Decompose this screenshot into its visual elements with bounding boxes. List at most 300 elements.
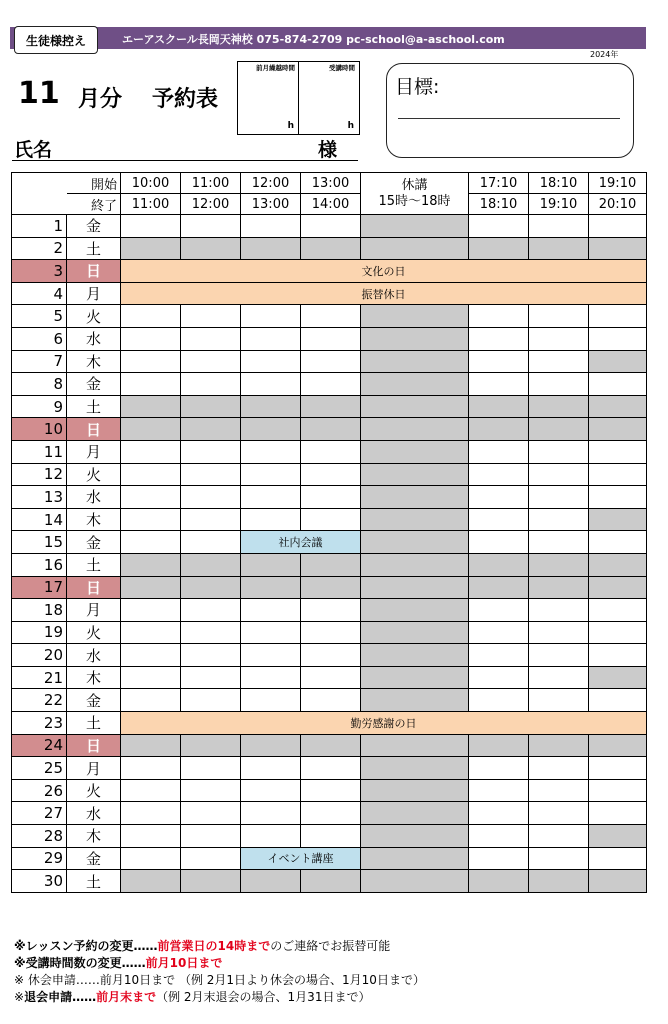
reservation-slot[interactable]	[469, 599, 529, 622]
closed-slot	[361, 305, 469, 328]
carryover-hours-cell[interactable]	[238, 62, 299, 134]
note-text: 前営業日の14時まで	[157, 939, 271, 953]
reservation-slot[interactable]	[469, 531, 529, 554]
reservation-slot[interactable]	[301, 463, 361, 486]
reservation-slot[interactable]	[529, 508, 589, 531]
closed-slot	[361, 734, 469, 757]
reservation-slot[interactable]	[469, 825, 529, 848]
closed-slot	[469, 418, 529, 441]
reservation-slot[interactable]	[589, 305, 647, 328]
day-of-week: 火	[67, 621, 121, 644]
day-number: 4	[12, 282, 67, 305]
day-row	[12, 553, 647, 576]
name-label: 氏名	[14, 139, 53, 161]
day-row	[12, 576, 647, 599]
day-row	[12, 599, 647, 622]
reservation-slot[interactable]	[589, 779, 647, 802]
closed-slot	[301, 418, 361, 441]
closed-slot	[589, 350, 647, 373]
reservation-slot[interactable]	[469, 305, 529, 328]
day-row	[12, 802, 647, 825]
day-row	[12, 350, 647, 373]
month-unit: 月分	[78, 87, 123, 112]
reservation-slot[interactable]	[301, 440, 361, 463]
reservation-slot[interactable]	[301, 215, 361, 238]
day-row	[12, 825, 647, 848]
closed-slot	[529, 395, 589, 418]
day-number: 25	[12, 757, 67, 780]
reservation-slot[interactable]	[181, 463, 241, 486]
closed-slot	[589, 237, 647, 260]
day-number: 6	[12, 327, 67, 350]
day-of-week: 日	[67, 260, 121, 283]
reservation-slot[interactable]	[181, 350, 241, 373]
reservation-slot[interactable]	[301, 373, 361, 396]
reservation-slot[interactable]	[529, 847, 589, 870]
reservation-slot[interactable]	[121, 644, 181, 667]
reservation-slot[interactable]	[589, 531, 647, 554]
closed-slot	[301, 734, 361, 757]
closed-slot	[469, 870, 529, 893]
notes	[14, 938, 425, 1006]
holiday-event: 文化の日	[121, 260, 647, 283]
slot-start-time: 10:00	[121, 173, 181, 194]
day-number: 22	[12, 689, 67, 712]
reservation-slot[interactable]	[121, 847, 181, 870]
closed-slot	[241, 734, 301, 757]
day-number: 13	[12, 486, 67, 509]
slot-end-time: 14:00	[301, 194, 361, 215]
day-row	[12, 689, 647, 712]
reservation-slot[interactable]	[121, 666, 181, 689]
year-label: 2024年	[590, 50, 619, 59]
reservation-slot[interactable]	[301, 621, 361, 644]
closed-slot	[589, 870, 647, 893]
closed-slot	[589, 576, 647, 599]
day-number: 5	[12, 305, 67, 328]
day-of-week: 火	[67, 779, 121, 802]
note-text: （例 2月末退会の場合、1月31日まで）	[156, 990, 371, 1004]
hours-box	[237, 61, 360, 135]
reservation-slot[interactable]	[181, 847, 241, 870]
day-row	[12, 531, 647, 554]
day-of-week: 金	[67, 689, 121, 712]
day-row	[12, 757, 647, 780]
reservation-slot[interactable]	[301, 327, 361, 350]
reservation-slot[interactable]	[469, 440, 529, 463]
reservation-slot[interactable]	[241, 215, 301, 238]
reservation-slot[interactable]	[469, 486, 529, 509]
reservation-slot[interactable]	[301, 350, 361, 373]
reservation-slot[interactable]	[529, 621, 589, 644]
school-contact: エーアスクール長岡天神校 075-874-2709 pc-school@a-aschool.com	[122, 33, 505, 46]
day-number: 30	[12, 870, 67, 893]
reservation-slot[interactable]	[241, 486, 301, 509]
closed-slot	[361, 327, 469, 350]
reservation-slot[interactable]	[121, 599, 181, 622]
day-number: 10	[12, 418, 67, 441]
closed-slot	[181, 395, 241, 418]
day-of-week: 金	[67, 531, 121, 554]
day-of-week: 水	[67, 644, 121, 667]
closed-slot	[241, 576, 301, 599]
day-row	[12, 734, 647, 757]
closed-slot	[181, 553, 241, 576]
carryover-hours-label: 前月繰越時間	[256, 64, 295, 72]
reservation-slot[interactable]	[469, 621, 529, 644]
reservation-slot[interactable]	[241, 802, 301, 825]
reservation-slot[interactable]	[529, 350, 589, 373]
closed-slot	[361, 531, 469, 554]
reservation-slot[interactable]	[181, 486, 241, 509]
closed-slot	[361, 463, 469, 486]
day-number: 21	[12, 666, 67, 689]
reservation-slot[interactable]	[589, 463, 647, 486]
holiday-event: 振替休日	[121, 282, 647, 305]
taken-hours-label: 受講時間	[329, 64, 355, 72]
slot-end-time: 13:00	[241, 194, 301, 215]
reservation-slot[interactable]	[529, 531, 589, 554]
day-row	[12, 644, 647, 667]
reservation-slot[interactable]	[241, 621, 301, 644]
day-row	[12, 215, 647, 238]
reservation-slot[interactable]	[181, 327, 241, 350]
closed-slot	[361, 215, 469, 238]
day-of-week: 金	[67, 847, 121, 870]
reservation-slot[interactable]	[301, 508, 361, 531]
reservation-slot[interactable]	[121, 621, 181, 644]
day-of-week: 土	[67, 395, 121, 418]
closed-slot	[361, 802, 469, 825]
closed-slot	[589, 508, 647, 531]
sheet-title: 予約表	[152, 87, 219, 112]
reservation-slot[interactable]	[181, 508, 241, 531]
reservation-slot[interactable]	[181, 373, 241, 396]
reservation-slot[interactable]	[241, 757, 301, 780]
reservation-slot[interactable]	[181, 689, 241, 712]
day-of-week: 土	[67, 712, 121, 735]
closed-slot-header	[361, 173, 469, 215]
closed-slot	[361, 418, 469, 441]
day-row	[12, 847, 647, 870]
reservation-slot[interactable]	[121, 486, 181, 509]
reservation-slot[interactable]	[529, 599, 589, 622]
reservation-slot[interactable]	[529, 666, 589, 689]
reservation-slot[interactable]	[469, 463, 529, 486]
reservation-slot[interactable]	[241, 373, 301, 396]
closed-slot	[241, 553, 301, 576]
day-of-week: 水	[67, 327, 121, 350]
start-label: 開始	[67, 173, 121, 194]
closed-slot	[589, 734, 647, 757]
day-of-week: 木	[67, 350, 121, 373]
reservation-slot[interactable]	[529, 644, 589, 667]
closed-slot	[361, 350, 469, 373]
reservation-slot[interactable]	[469, 508, 529, 531]
reservation-slot[interactable]	[181, 531, 241, 554]
reservation-slot[interactable]	[181, 440, 241, 463]
closed-slot	[121, 237, 181, 260]
reservation-slot[interactable]	[181, 644, 241, 667]
reservation-slot[interactable]	[529, 802, 589, 825]
reservation-slot[interactable]	[529, 215, 589, 238]
day-of-week: 日	[67, 418, 121, 441]
reservation-slot[interactable]	[301, 599, 361, 622]
reservation-slot[interactable]	[241, 779, 301, 802]
reservation-slot[interactable]	[181, 757, 241, 780]
reservation-slot[interactable]	[589, 440, 647, 463]
reservation-slot[interactable]	[529, 689, 589, 712]
closed-slot	[361, 237, 469, 260]
copy-label: 生徒様控え	[14, 26, 98, 54]
reservation-slot[interactable]	[301, 802, 361, 825]
slot-start-time: 17:10	[469, 173, 529, 194]
reservation-slot[interactable]	[121, 689, 181, 712]
reservation-slot[interactable]	[241, 689, 301, 712]
reservation-slot[interactable]	[181, 305, 241, 328]
reservation-slot[interactable]	[121, 440, 181, 463]
reservation-slot[interactable]	[121, 779, 181, 802]
day-of-week: 土	[67, 870, 121, 893]
reservation-slot[interactable]	[241, 599, 301, 622]
day-number: 18	[12, 599, 67, 622]
reservation-slot[interactable]	[589, 599, 647, 622]
note-text: ※受講時間数の変更……	[14, 956, 146, 970]
reservation-slot[interactable]	[469, 689, 529, 712]
closed-label: 休講	[401, 177, 428, 193]
reservation-slot[interactable]	[529, 486, 589, 509]
slot-start-time: 18:10	[529, 173, 589, 194]
goal-line	[398, 118, 620, 119]
day-of-week: 金	[67, 373, 121, 396]
note-text: 前月末まで	[96, 990, 157, 1004]
closed-slot	[301, 870, 361, 893]
day-row	[12, 373, 647, 396]
reservation-slot[interactable]	[589, 757, 647, 780]
closed-slot	[301, 237, 361, 260]
reservation-slot[interactable]	[529, 327, 589, 350]
day-row	[12, 712, 647, 735]
closed-slot	[121, 418, 181, 441]
note-line	[14, 938, 425, 955]
slot-start-time: 11:00	[181, 173, 241, 194]
closed-slot	[361, 779, 469, 802]
day-number: 24	[12, 734, 67, 757]
reservation-slot[interactable]	[529, 463, 589, 486]
closed-slot	[241, 418, 301, 441]
reservation-slot[interactable]	[121, 531, 181, 554]
reservation-slot[interactable]	[121, 305, 181, 328]
reservation-slot[interactable]	[181, 779, 241, 802]
day-number: 20	[12, 644, 67, 667]
reservation-slot[interactable]	[241, 666, 301, 689]
closed-slot	[361, 870, 469, 893]
reservation-slot[interactable]	[121, 825, 181, 848]
closed-slot	[469, 576, 529, 599]
closed-slot	[529, 870, 589, 893]
day-of-week: 木	[67, 666, 121, 689]
closed-slot	[529, 553, 589, 576]
reservation-slot[interactable]	[529, 305, 589, 328]
day-number: 7	[12, 350, 67, 373]
reservation-slot[interactable]	[121, 463, 181, 486]
reservation-slot[interactable]	[469, 779, 529, 802]
day-number: 28	[12, 825, 67, 848]
reservation-slot[interactable]	[469, 327, 529, 350]
reservation-slot[interactable]	[529, 373, 589, 396]
day-row	[12, 260, 647, 283]
name-line[interactable]	[12, 160, 358, 161]
reservation-slot[interactable]	[241, 508, 301, 531]
closed-slot	[361, 395, 469, 418]
reservation-slot[interactable]	[301, 666, 361, 689]
closed-slot	[181, 734, 241, 757]
hours-unit: h	[287, 121, 294, 131]
day-number: 26	[12, 779, 67, 802]
closed-slot	[241, 395, 301, 418]
closed-slot	[589, 395, 647, 418]
reservation-slot[interactable]	[469, 666, 529, 689]
closed-slot	[181, 237, 241, 260]
closed-slot	[361, 825, 469, 848]
reservation-slot[interactable]	[469, 215, 529, 238]
day-of-week: 木	[67, 825, 121, 848]
day-of-week: 月	[67, 757, 121, 780]
day-of-week: 水	[67, 802, 121, 825]
reservation-slot[interactable]	[181, 802, 241, 825]
reservation-slot[interactable]	[241, 305, 301, 328]
reservation-slot[interactable]	[181, 666, 241, 689]
day-row	[12, 486, 647, 509]
reservation-slot[interactable]	[121, 757, 181, 780]
reservation-slot[interactable]	[469, 847, 529, 870]
closed-slot	[361, 486, 469, 509]
reservation-slot[interactable]	[121, 327, 181, 350]
closed-slot	[121, 553, 181, 576]
reservation-slot[interactable]	[469, 802, 529, 825]
reservation-slot[interactable]	[241, 327, 301, 350]
reservation-slot[interactable]	[589, 373, 647, 396]
day-of-week: 月	[67, 599, 121, 622]
reservation-slot[interactable]	[301, 305, 361, 328]
reservation-slot[interactable]	[529, 757, 589, 780]
day-of-week: 月	[67, 440, 121, 463]
end-label: 終了	[67, 194, 121, 215]
slot-end-time: 11:00	[121, 194, 181, 215]
reservation-slot[interactable]	[529, 440, 589, 463]
reservation-slot[interactable]	[121, 802, 181, 825]
note-text: 前月10日まで	[145, 956, 223, 970]
reservation-slot[interactable]	[121, 350, 181, 373]
reservation-slot[interactable]	[469, 373, 529, 396]
day-number: 12	[12, 463, 67, 486]
reservation-slot[interactable]	[469, 644, 529, 667]
reservation-slot[interactable]	[589, 802, 647, 825]
reservation-slot[interactable]	[589, 621, 647, 644]
reservation-slot[interactable]	[301, 644, 361, 667]
reservation-slot[interactable]	[529, 779, 589, 802]
day-number: 15	[12, 531, 67, 554]
closed-slot	[361, 666, 469, 689]
day-number: 29	[12, 847, 67, 870]
reservation-slot[interactable]	[301, 825, 361, 848]
closed-slot	[361, 599, 469, 622]
reservation-slot[interactable]	[241, 644, 301, 667]
closed-slot	[181, 576, 241, 599]
closed-slot	[241, 237, 301, 260]
day-row	[12, 779, 647, 802]
slot-end-time: 19:10	[529, 194, 589, 215]
closed-slot	[361, 576, 469, 599]
holiday-event: 勤労感謝の日	[121, 712, 647, 735]
reservation-slot[interactable]	[469, 350, 529, 373]
closed-slot	[589, 418, 647, 441]
reservation-slot[interactable]	[301, 779, 361, 802]
day-of-week: 木	[67, 508, 121, 531]
closed-slot	[361, 508, 469, 531]
reservation-slot[interactable]	[589, 689, 647, 712]
closed-slot	[469, 734, 529, 757]
reservation-slot[interactable]	[301, 757, 361, 780]
day-number: 14	[12, 508, 67, 531]
reservation-slot[interactable]	[241, 825, 301, 848]
reservation-slot[interactable]	[241, 440, 301, 463]
day-of-week: 土	[67, 553, 121, 576]
reservation-slot[interactable]	[241, 350, 301, 373]
closed-slot	[589, 666, 647, 689]
closed-slot	[469, 237, 529, 260]
day-of-week: 日	[67, 734, 121, 757]
reservation-slot[interactable]	[301, 486, 361, 509]
reservation-slot[interactable]	[241, 463, 301, 486]
note-line	[14, 972, 425, 989]
event-cell: 社内会議	[241, 531, 361, 554]
closed-slot	[121, 576, 181, 599]
closed-slot	[361, 689, 469, 712]
reservation-slot[interactable]	[589, 215, 647, 238]
reservation-slot[interactable]	[181, 825, 241, 848]
closed-slot	[181, 870, 241, 893]
reservation-slot[interactable]	[301, 689, 361, 712]
slot-start-time: 13:00	[301, 173, 361, 194]
closed-slot	[469, 395, 529, 418]
reservation-slot[interactable]	[589, 486, 647, 509]
day-row	[12, 327, 647, 350]
reservation-slot[interactable]	[181, 215, 241, 238]
reservation-slot[interactable]	[121, 508, 181, 531]
day-row	[12, 282, 647, 305]
day-of-week: 日	[67, 576, 121, 599]
closed-slot	[361, 757, 469, 780]
reservation-slot[interactable]	[181, 599, 241, 622]
honorific: 様	[318, 139, 338, 161]
reservation-slot[interactable]	[529, 825, 589, 848]
day-number: 9	[12, 395, 67, 418]
slot-end-time: 18:10	[469, 194, 529, 215]
reservation-slot[interactable]	[589, 327, 647, 350]
reservation-slot[interactable]	[121, 215, 181, 238]
taken-hours-cell[interactable]	[298, 62, 358, 134]
reservation-slot[interactable]	[181, 621, 241, 644]
reservation-slot[interactable]	[589, 644, 647, 667]
reservation-slot[interactable]	[589, 847, 647, 870]
reservation-slot[interactable]	[469, 757, 529, 780]
goal-label: 目標:	[395, 76, 440, 98]
closed-slot	[361, 553, 469, 576]
reservation-slot[interactable]	[121, 373, 181, 396]
closed-slot	[121, 870, 181, 893]
hours-unit: h	[347, 121, 354, 131]
